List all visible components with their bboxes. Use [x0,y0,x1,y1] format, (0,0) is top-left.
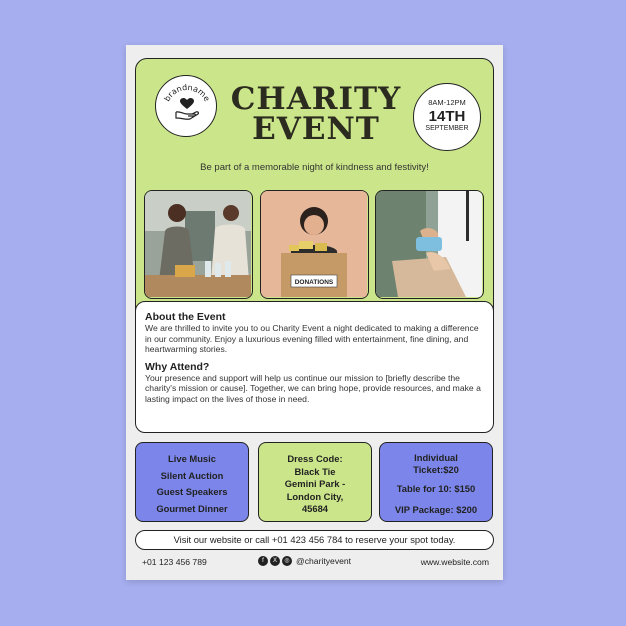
ticket-individual-price: Ticket:$20 [413,463,459,475]
why-body: Your presence and support will help us continue our mission to [briefly describe the charity's mission or cause]. Together, we can bring hope, provide resources, and make a lasting impact on the lives of those in need. [145,372,481,404]
social-handle[interactable]: @charityevent [296,556,352,566]
logo-graphic [156,76,218,138]
x-icon[interactable]: X [270,556,280,566]
donations-label: DONATIONS [294,279,334,286]
about-section [135,301,494,433]
header-panel [135,58,494,339]
venue-line: Gemini Park - [284,478,346,489]
date-day: 14TH [428,108,466,125]
activity-item: Live Music [168,453,216,464]
dress-code-value: Black Tie [294,465,336,477]
venue-postcode: 45684 [301,503,329,514]
dress-code-label: Dress Code: [287,453,343,464]
venue-city: London City, [286,490,344,502]
hand-icon [176,112,198,120]
photo-donations [260,190,369,299]
footer [142,556,489,570]
photo-volunteers [144,190,253,299]
dress-code-box [258,442,372,522]
activity-item: Gourmet Dinner [156,502,228,514]
ticket-table: Table for 10: $150 [396,483,476,494]
tickets-box [379,442,493,522]
date-badge [413,83,481,151]
title-line-2: EVENT [252,111,380,147]
footer-website[interactable]: www.website.com [420,557,489,567]
date-time: 8AM-12PM [428,98,466,107]
instagram-icon[interactable]: ◎ [282,556,292,566]
ticket-individual-label: Individual [414,452,458,463]
about-heading: About the Event [145,311,226,323]
date-month: SEPTEMBER [425,125,469,132]
ticket-vip: VIP Package: $200 [394,504,478,515]
social-links [258,556,351,566]
event-title [226,81,406,147]
photo-handover [375,190,484,299]
about-body: We are thrilled to invite you to ou Charity Event a night dedicated to making a difference in our community. Enjoy a luxurious evening filled with entertainment, fine dining, and heartwarming stories. [145,323,479,354]
tagline: Be part of a memorable night of kindness and festivity! [200,162,429,173]
activity-item: Silent Auction [160,469,224,481]
footer-phone[interactable]: +01 123 456 789 [142,557,207,567]
activities-box [135,442,249,522]
flyer [126,45,503,580]
heart-icon [180,98,194,109]
facebook-icon[interactable]: f [258,556,268,566]
title-line-1: CHARITY [230,81,402,117]
logo-brandname: brandname [162,82,212,104]
activity-item: Guest Speakers [156,486,228,497]
brand-logo [155,75,217,137]
reserve-banner: Visit our website or call +01 423 456 784 to reserve your spot today. [135,530,494,550]
why-heading: Why Attend? [145,360,210,373]
